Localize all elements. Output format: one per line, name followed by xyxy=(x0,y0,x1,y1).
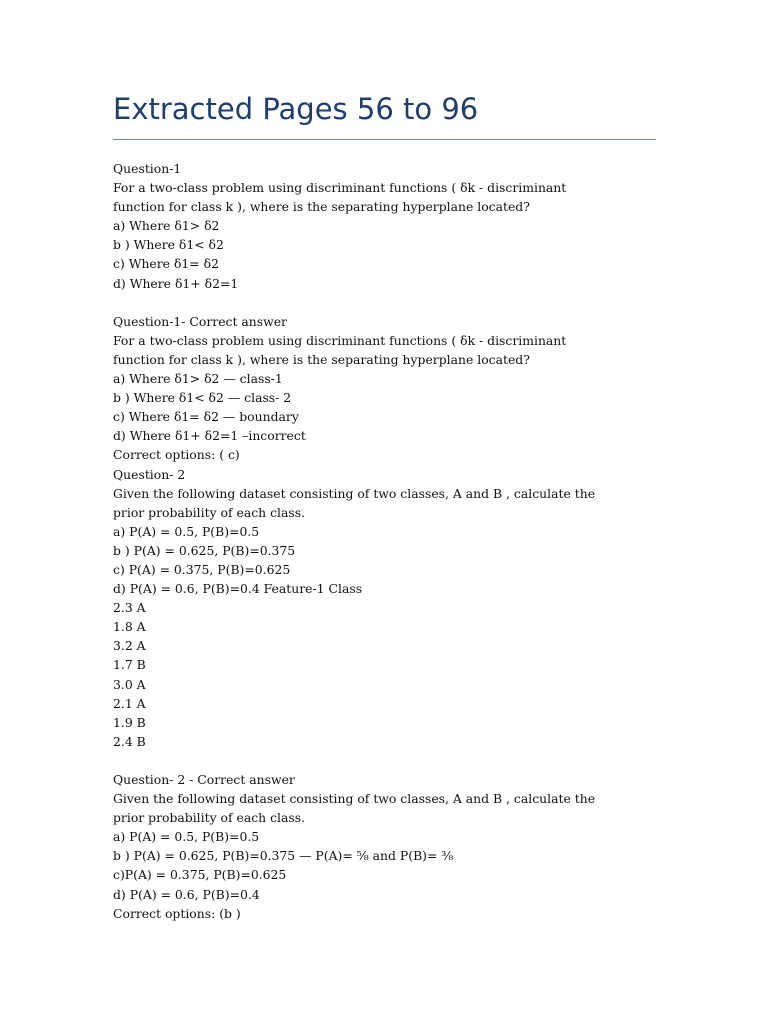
question-1-option-d: d) Where δ1+ δ2=1 xyxy=(113,275,239,291)
dataset-row: 2.1 A xyxy=(113,695,146,711)
question-2-answer-heading: Question- 2 - Correct answer xyxy=(113,772,295,787)
question-2-text-line-2: prior probability of each class. xyxy=(113,504,306,520)
spacer xyxy=(113,293,656,312)
question-2-answer-option-c: c)P(A) = 0.375, P(B)=0.625 xyxy=(113,867,287,883)
question-2-answer-text-line-2: prior probability of each class. xyxy=(113,810,306,826)
question-2-answer-option-a: a) P(A) = 0.5, P(B)=0.5 xyxy=(113,829,260,845)
question-2-option-a: a) P(A) = 0.5, P(B)=0.5 xyxy=(113,523,260,539)
question-1-heading: Question-1 xyxy=(113,161,182,176)
question-1-answer-option-b: b ) Where δ1< δ2 — class- 2 xyxy=(113,390,292,406)
dataset-row: 3.2 A xyxy=(113,638,146,654)
question-1-option-b: b ) Where δ1< δ2 xyxy=(113,237,224,253)
dataset-row: 1.9 B xyxy=(113,714,146,730)
question-1-option-a: a) Where δ1> δ2 xyxy=(113,218,220,234)
title-divider xyxy=(113,139,656,140)
document-body xyxy=(113,159,656,923)
question-2-heading: Question- 2 xyxy=(113,466,186,482)
question-2-answer-option-d: d) P(A) = 0.6, P(B)=0.4 xyxy=(113,886,260,902)
question-2-option-b: b ) P(A) = 0.625, P(B)=0.375 xyxy=(113,542,296,558)
question-1-answer-option-d: d) Where δ1+ δ2=1 –incorrect xyxy=(113,428,306,444)
dataset-row: 2.4 B xyxy=(113,733,146,749)
page-title: Extracted Pages 56 to 96 xyxy=(113,92,479,126)
question-2-answer-text-line-1: Given the following dataset consisting of two classes, A and B , calculate the xyxy=(113,791,596,807)
question-1-correct-options: Correct options: ( c) xyxy=(113,447,240,463)
question-2-correct-options: Correct options: (b ) xyxy=(113,905,241,921)
question-1-text-line-2: function for class k ), where is the separating hyperplane located? xyxy=(113,199,530,215)
dataset-row: 1.8 A xyxy=(113,619,146,635)
question-2-option-d: d) P(A) = 0.6, P(B)=0.4 Feature-1 Class xyxy=(113,581,363,597)
dataset-row: 1.7 B xyxy=(113,657,146,673)
dataset-row: 2.3 A xyxy=(113,600,146,616)
question-1-answer-text-line-1: For a two-class problem using discriminant functions ( δk - discriminant xyxy=(113,332,567,348)
spacer xyxy=(113,751,656,770)
question-2-text-line-1: Given the following dataset consisting of two classes, A and B , calculate the xyxy=(113,485,596,501)
question-2-answer-option-b: b ) P(A) = 0.625, P(B)=0.375 — P(A)= ⅝ and P(B)= ⅜ xyxy=(113,848,454,864)
dataset-row: 3.0 A xyxy=(113,676,146,692)
question-1-answer-text-line-2: function for class k ), where is the separating hyperplane located? xyxy=(113,351,530,367)
question-1-answer-heading: Question-1- Correct answer xyxy=(113,313,287,329)
question-1-answer-option-c: c) Where δ1= δ2 — boundary xyxy=(113,409,299,425)
question-1-answer-option-a: a) Where δ1> δ2 — class-1 xyxy=(113,371,283,387)
question-1-text-line-1: For a two-class problem using discriminant functions ( δk - discriminant xyxy=(113,180,567,196)
question-1-option-c: c) Where δ1= δ2 xyxy=(113,256,219,272)
question-2-option-c: c) P(A) = 0.375, P(B)=0.625 xyxy=(113,561,291,577)
